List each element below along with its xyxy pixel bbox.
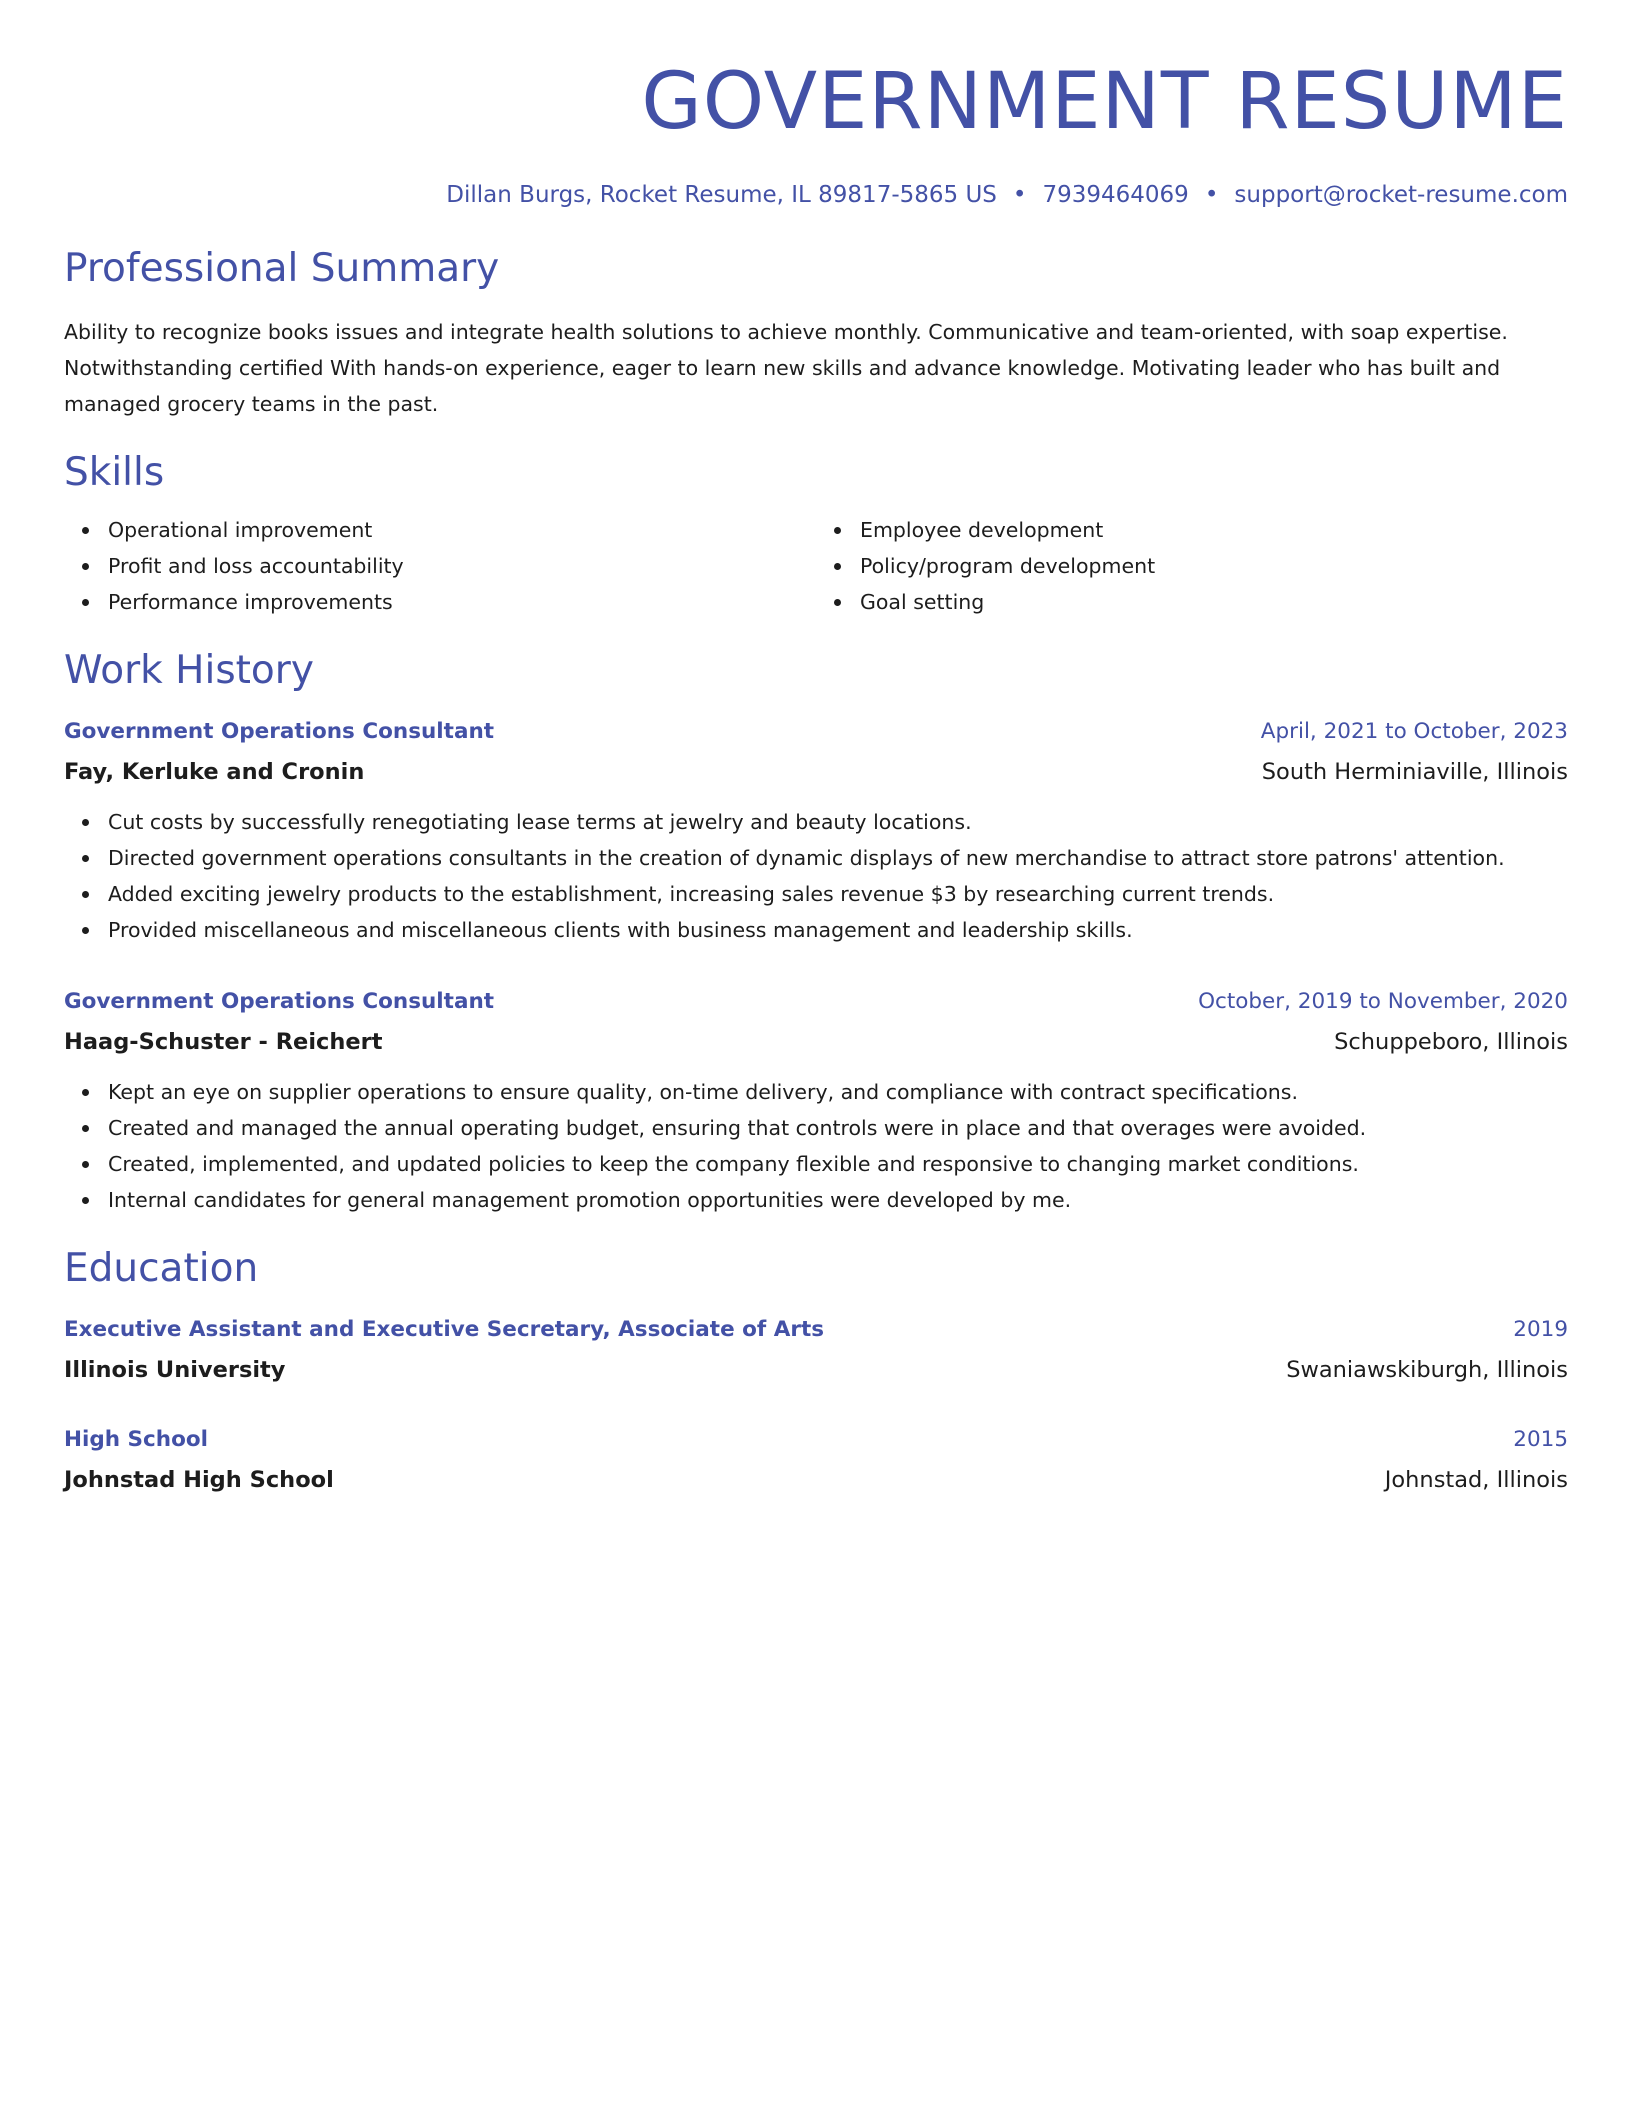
- education-entry: [64, 1310, 1568, 1390]
- education-entry: [64, 1420, 1568, 1500]
- job-dates: April, 2021 to October, 2023: [1260, 719, 1568, 744]
- education-school: Illinois University: [64, 1357, 286, 1383]
- section-heading-summary: Professional Summary: [64, 246, 500, 291]
- skill-item: Policy/program development: [860, 548, 1568, 584]
- contact-phone: 7939464069: [1042, 182, 1189, 208]
- summary-text: Ability to recognize books issues and integrate health solutions to achieve monthly. Communicative and team-oriented, with soap expertise. Notwithstanding certified With hands-on experience, eager to learn new skills and advance knowledge. Motivating leader who has built and managed grocery teams in the past.: [64, 320, 1508, 416]
- education-location: Swaniawskiburgh, Illinois: [1286, 1357, 1568, 1383]
- job-bullet: Kept an eye on supplier operations to ensure quality, on-time delivery, and compliance with contract specifications.: [108, 1074, 1568, 1110]
- skill-item: Performance improvements: [108, 584, 816, 620]
- skills-section: [64, 448, 1568, 620]
- skills-grid: [64, 512, 1568, 620]
- job-bullets: [64, 804, 1568, 948]
- job-bullets: [64, 1074, 1568, 1218]
- job-bullet: Directed government operations consultants in the creation of dynamic displays of new merchandise to attract store patrons' attention.: [108, 840, 1568, 876]
- skill-item: Goal setting: [860, 584, 1568, 620]
- job-bullet: Internal candidates for general management promotion opportunities were developed by me.: [108, 1182, 1568, 1218]
- section-heading-work-history: Work History: [64, 648, 314, 693]
- education-school-row: [64, 1350, 1568, 1390]
- section-heading-skills: Skills: [64, 450, 165, 495]
- job-title: Government Operations Consultant: [64, 989, 495, 1014]
- education-year: 2019: [1513, 1317, 1568, 1342]
- education-school-row: [64, 1460, 1568, 1500]
- education-degree: High School: [64, 1427, 208, 1452]
- education-school: Johnstad High School: [64, 1467, 334, 1493]
- education-degree: Executive Assistant and Executive Secretary, Associate of Arts: [64, 1317, 825, 1342]
- resume-header: [64, 50, 1568, 210]
- job-bullet: Created and managed the annual operating budget, ensuring that controls were in place and that overages were avoided.: [108, 1110, 1568, 1146]
- job-dates: October, 2019 to November, 2020: [1198, 989, 1568, 1014]
- job-location: South Herminiaville, Illinois: [1261, 759, 1568, 785]
- contact-separator: •: [1204, 182, 1219, 208]
- education-header-row: [64, 1420, 1568, 1460]
- contact-line: [64, 180, 1568, 210]
- professional-summary-section: [64, 244, 1568, 422]
- job-employer: Haag-Schuster - Reichert: [64, 1029, 383, 1055]
- skills-list-left: [64, 512, 816, 620]
- job-employer-row: [64, 1022, 1568, 1062]
- education-section: [64, 1244, 1568, 1500]
- resume-title: GOVERNMENT RESUME: [641, 57, 1568, 147]
- job-employer-row: [64, 752, 1568, 792]
- job-title: Government Operations Consultant: [64, 719, 495, 744]
- skills-list-right: [816, 512, 1568, 620]
- job-entry: [64, 982, 1568, 1218]
- skill-item: Employee development: [860, 512, 1568, 548]
- job-header-row: [64, 712, 1568, 752]
- job-bullet: Cut costs by successfully renegotiating lease terms at jewelry and beauty locations.: [108, 804, 1568, 840]
- work-history-section: [64, 646, 1568, 1218]
- contact-address: Dillan Burgs, Rocket Resume, IL 89817-5865 US: [446, 182, 997, 208]
- job-header-row: [64, 982, 1568, 1022]
- education-year: 2015: [1513, 1427, 1568, 1452]
- skill-item: Profit and loss accountability: [108, 548, 816, 584]
- job-employer: Fay, Kerluke and Cronin: [64, 759, 365, 785]
- contact-separator: •: [1012, 182, 1027, 208]
- contact-email[interactable]: support@rocket-resume.com: [1234, 182, 1568, 208]
- job-bullet: Added exciting jewelry products to the establishment, increasing sales revenue $3 by researching current trends.: [108, 876, 1568, 912]
- education-header-row: [64, 1310, 1568, 1350]
- job-entry: [64, 712, 1568, 948]
- section-heading-education: Education: [64, 1246, 259, 1291]
- skill-item: Operational improvement: [108, 512, 816, 548]
- job-location: Schuppeboro, Illinois: [1334, 1029, 1568, 1055]
- education-location: Johnstad, Illinois: [1384, 1467, 1568, 1493]
- job-bullet: Created, implemented, and updated policies to keep the company flexible and responsive to changing market conditions.: [108, 1146, 1568, 1182]
- job-bullet: Provided miscellaneous and miscellaneous clients with business management and leadership skills.: [108, 912, 1568, 948]
